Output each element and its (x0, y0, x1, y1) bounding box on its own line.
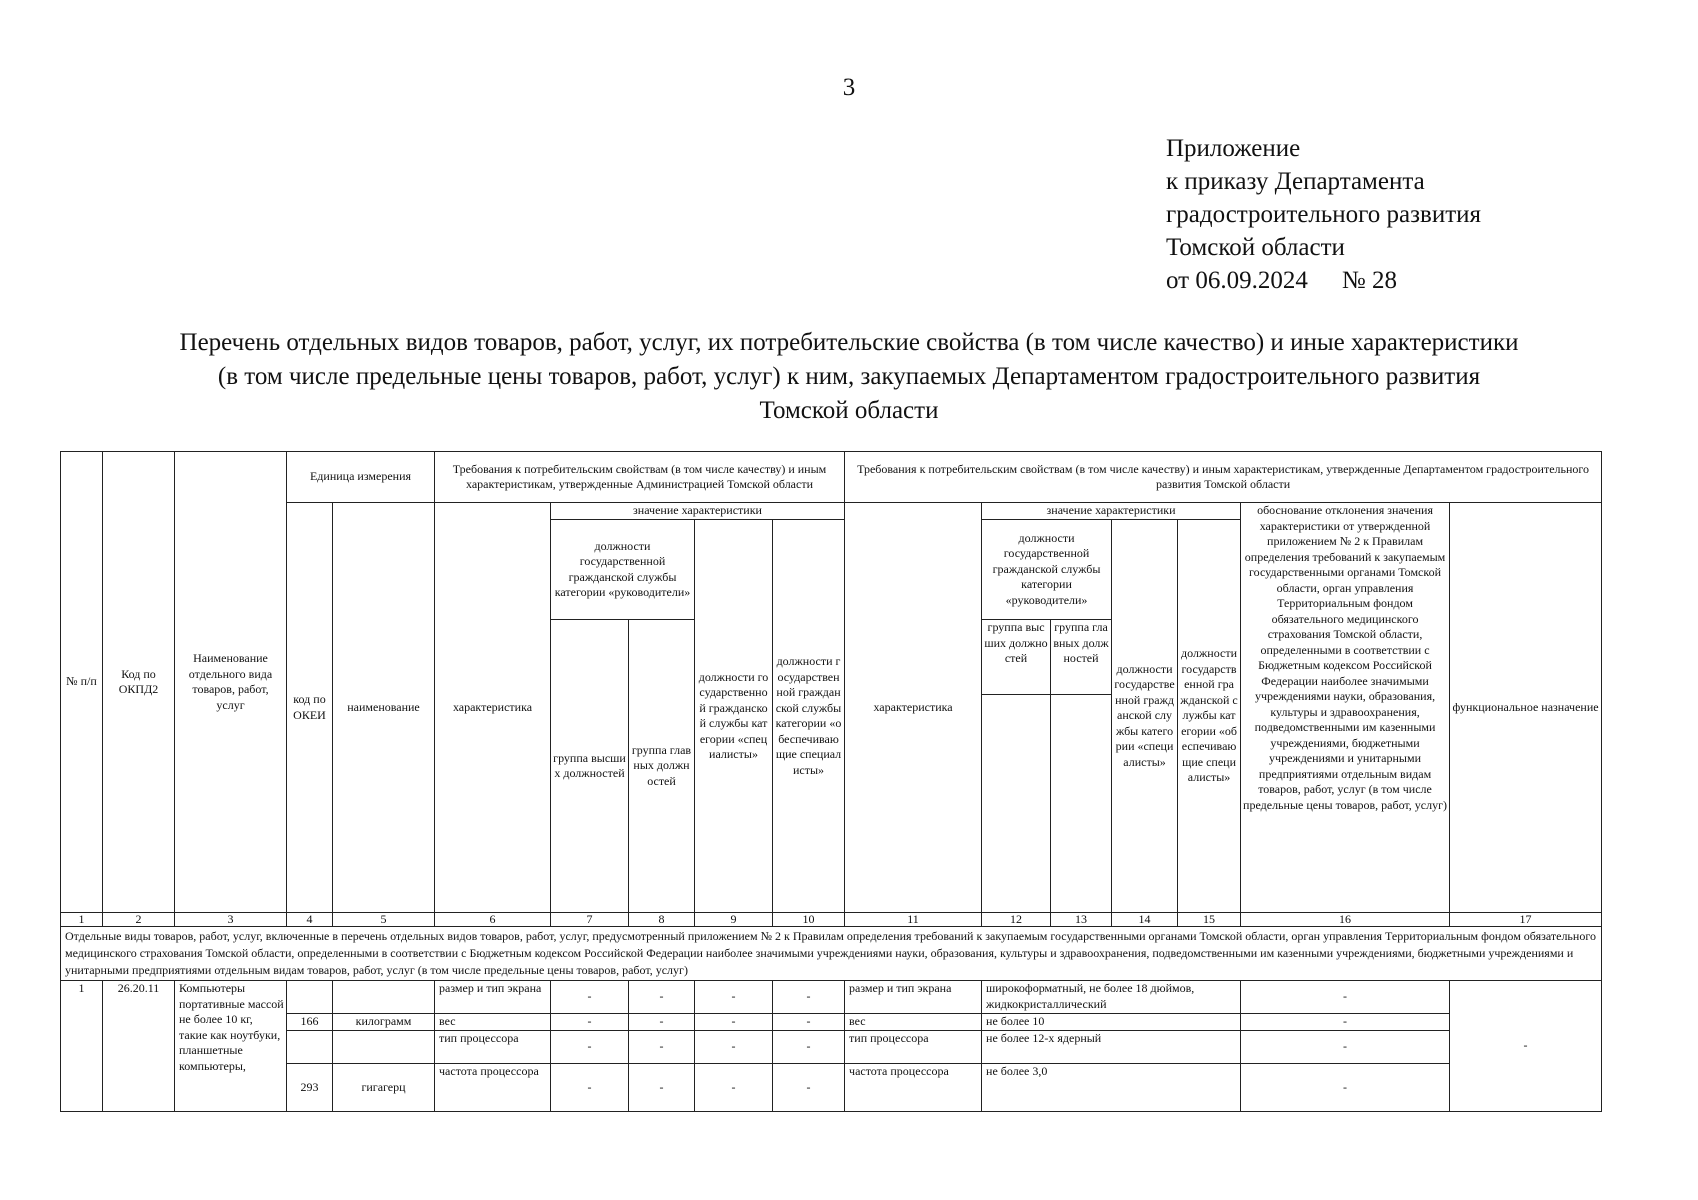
header-group-higher-2: группа высших должностей (982, 620, 1051, 695)
header-leaders-2: должности государственной гражданской службы категории «руководители» (982, 520, 1112, 620)
appendix-block (1166, 132, 1481, 297)
cell-unit-code: 166 (287, 1014, 333, 1031)
appendix-line: к приказу Департамента (1166, 168, 1425, 195)
appendix-date-line (1166, 264, 1481, 297)
header-justification: обоснование отклонения значения характеристики от утвержденной приложением № 2 к Правилам определения требований к закупаемым государственными органами Томской области, орган управления Территориальным фондом обязательного медицинского страхования Томской области, определенными в соответствии с Бюджетным кодексом Российской Федерации наиболее значимыми учреждениями науки, образования, культуры и здравоохранения, подведомственными им казенными учреждениями, бюджетными учреждениями и унитарными предприятиями отдельным видам товаров, работ, услуг (в том числе предельные цены товаров, работ, услуг) (1241, 503, 1450, 913)
cell-unit-name (333, 1031, 435, 1064)
appendix-line: градостроительного развития (1166, 201, 1482, 228)
column-number: 1 (61, 913, 103, 927)
header-unit-name: наименование (333, 503, 435, 913)
header-item-name: Наименование отдельного вида товаров, работ, услуг (175, 452, 287, 913)
order-number: № 28 (1341, 267, 1397, 294)
cell-unit-name: гигагерц (333, 1064, 435, 1112)
column-number: 8 (629, 913, 695, 927)
cell-value: - (773, 1014, 845, 1031)
column-number: 16 (1241, 913, 1450, 927)
column-number: 10 (773, 913, 845, 927)
appendix-line: Приложение (1166, 135, 1301, 162)
document-title (40, 326, 1658, 428)
item-num: 1 (61, 981, 103, 1112)
item-okpd: 26.20.11 (103, 981, 175, 1112)
requirements-table-container (60, 451, 1601, 1112)
column-number: 6 (435, 913, 551, 927)
column-number: 3 (175, 913, 287, 927)
cell-characteristic-2: тип процессора (845, 1031, 982, 1064)
header-unit: Единица измерения (287, 452, 435, 503)
header-leaders: должности государственной гражданской службы категории «руководители» (551, 520, 695, 620)
cell-characteristic-2: размер и тип экрана (845, 981, 982, 1014)
cell-value: - (551, 1064, 629, 1112)
header-num: № п/п (61, 452, 103, 913)
cell-value: - (629, 981, 695, 1014)
column-number: 12 (982, 913, 1051, 927)
cell-unit-code (287, 981, 333, 1014)
cell-justification: - (1241, 981, 1450, 1014)
header-group-main-2: группа главных должностей (1051, 620, 1112, 695)
cell-characteristic: размер и тип экрана (435, 981, 551, 1014)
cell-characteristic: частота процессора (435, 1064, 551, 1112)
column-number: 4 (287, 913, 333, 927)
header-value: значение характеристики (551, 503, 845, 520)
header-specialists: должности государственной гражданской службы категории «специалисты» (695, 520, 773, 913)
title-line: (в том числе предельные цены товаров, работ, услуг) к ним, закупаемых Департаментом градостроительного развития (217, 363, 1481, 390)
header-group-higher: группа высших должностей (551, 620, 629, 913)
header-characteristic: характеристика (435, 503, 551, 913)
cell-value: - (551, 981, 629, 1014)
header-function: функциональное назначение (1450, 503, 1602, 913)
title-line: Перечень отдельных видов товаров, работ, услуг, их потребительские свойства (в том числе качество) и иные характеристики (179, 329, 1519, 356)
header-filler (1051, 695, 1112, 913)
header-requirements-dept: Требования к потребительским свойствам (в том числе качеству) и иным характеристикам, утвержденные Департаментом градостроительного развития Томской области (845, 452, 1602, 503)
header-okpd: Код по ОКПД2 (103, 452, 175, 913)
item-name: Компьютеры портативные массой не более 10 кг, такие как ноутбуки, планшетные компьютеры, (175, 981, 287, 1112)
cell-value: - (551, 1031, 629, 1064)
header-supporting-2: должности государственной гражданской службы категории «обеспечивающие специалисты» (1178, 520, 1241, 913)
cell-value: - (629, 1014, 695, 1031)
cell-value: - (695, 1064, 773, 1112)
requirements-table (60, 451, 1602, 1112)
column-number: 15 (1178, 913, 1241, 927)
header-specialists-2: должности государственной гражданской службы категории «специалисты» (1112, 520, 1178, 913)
appendix-line: Томской области (1166, 234, 1345, 261)
cell-value: - (629, 1031, 695, 1064)
order-date: от 06.09.2024 (1166, 267, 1308, 294)
header-characteristic-2: характеристика (845, 503, 982, 913)
column-number: 13 (1051, 913, 1112, 927)
cell-value: - (773, 1064, 845, 1112)
cell-unit-code: 293 (287, 1064, 333, 1112)
header-value-2: значение характеристики (982, 503, 1241, 520)
cell-unit-name (333, 981, 435, 1014)
cell-unit-name: килограмм (333, 1014, 435, 1031)
cell-value: - (695, 1014, 773, 1031)
column-number: 2 (103, 913, 175, 927)
column-number: 14 (1112, 913, 1178, 927)
header-filler (982, 695, 1051, 913)
cell-value: - (695, 981, 773, 1014)
title-line: Томской области (759, 397, 939, 424)
cell-value: - (551, 1014, 629, 1031)
header-requirements-admin: Требования к потребительским свойствам (в том числе качеству) и иным характеристикам, утвержденные Администрацией Томской области (435, 452, 845, 503)
column-number: 7 (551, 913, 629, 927)
cell-value: - (773, 981, 845, 1014)
cell-characteristic-2: вес (845, 1014, 982, 1031)
cell-dept-value: не более 10 (982, 1014, 1241, 1031)
cell-dept-value: не более 3,0 (982, 1064, 1241, 1112)
cell-value: - (695, 1031, 773, 1064)
page-number: 3 (842, 74, 856, 101)
cell-characteristic: вес (435, 1014, 551, 1031)
cell-justification: - (1241, 1064, 1450, 1112)
cell-dept-value: не более 12-х ядерный (982, 1031, 1241, 1064)
header-group-main: группа главных должностей (629, 620, 695, 913)
cell-justification: - (1241, 1031, 1450, 1064)
table-note-row: Отдельные виды товаров, работ, услуг, включенные в перечень отдельных видов товаров, работ, услуг, предусмотренный приложением № 2 к Правилам определения требований к закупаемым государственными органами Томской области, орган управления Территориальным фондом обязательного медицинского страхования Томской области, определенными в соответствии с Бюджетным кодексом Российской Федерации наиболее значимыми учреждениями науки, образования, культуры и здравоохранения, подведомственными им казенными учреждениями, бюджетными учреждениями и унитарными предприятиями отдельным видам товаров, работ, услуг (в том числе предельные цены товаров, работ, услуг) (61, 927, 1602, 981)
header-unit-code: код по ОКЕИ (287, 503, 333, 913)
cell-function: - (1450, 981, 1602, 1112)
column-number: 5 (333, 913, 435, 927)
column-number: 17 (1450, 913, 1602, 927)
column-number: 9 (695, 913, 773, 927)
cell-value: - (629, 1064, 695, 1112)
column-number: 11 (845, 913, 982, 927)
cell-justification: - (1241, 1014, 1450, 1031)
cell-unit-code (287, 1031, 333, 1064)
cell-dept-value: широкоформатный, не более 18 дюймов, жидкокристаллический (982, 981, 1241, 1014)
cell-value: - (773, 1031, 845, 1064)
header-supporting: должности государственной гражданской службы категории «обеспечивающие специалисты» (773, 520, 845, 913)
cell-characteristic: тип процессора (435, 1031, 551, 1064)
cell-characteristic-2: частота процессора (845, 1064, 982, 1112)
